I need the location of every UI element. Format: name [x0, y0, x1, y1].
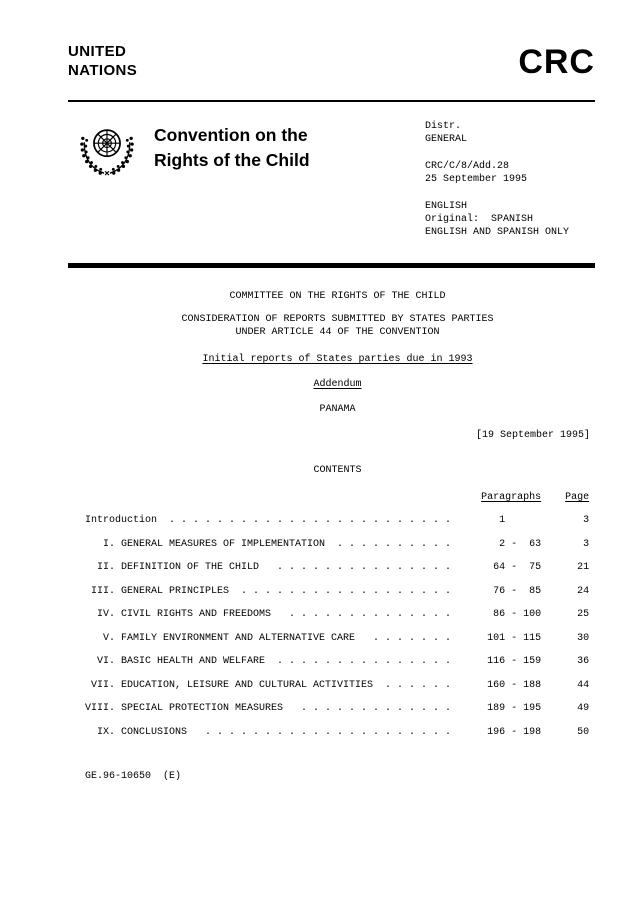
toc-row: VIII. SPECIAL PROTECTION MEASURES . . . . . . . . . . . . . 189 - 195 49 — [85, 703, 590, 714]
un-wordmark-line1: UNITED — [68, 43, 127, 60]
toc-row: III. GENERAL PRINCIPLES . . . . . . . . . . . . . . . . . . 76 - 85 24 — [85, 585, 590, 597]
toc-row: I. GENERAL MEASURES OF IMPLEMENTATION . . . . . . . . . . 2 - 63 3 — [85, 538, 590, 550]
committee-heading: COMMITTEE ON THE RIGHTS OF THE CHILD — [229, 291, 446, 302]
document-series-code: CRC — [518, 43, 595, 81]
consideration-line1: CONSIDERATION OF REPORTS SUBMITTED BY STATES PARTIES — [181, 314, 494, 325]
addendum-line — [85, 378, 590, 391]
consideration-heading — [85, 313, 590, 339]
convention-title-line1: Convention on the — [154, 125, 308, 145]
country-name: PANAMA — [319, 404, 356, 415]
toc-row: II. DEFINITION OF THE CHILD . . . . . . . . . . . . . . . 64 - 75 21 — [85, 562, 590, 573]
contents-columns — [85, 491, 590, 504]
document-info — [425, 120, 595, 253]
toc-row: VII. EDUCATION, LEISURE AND CULTURAL ACTIVITIES . . . . . . 160 - 188 44 — [85, 679, 590, 691]
doc-date: 25 September 1995 — [425, 174, 528, 185]
toc-list — [85, 509, 590, 744]
paragraphs-column-header: Paragraphs — [481, 492, 542, 503]
convention-title-line2: Rights of the Child — [154, 150, 310, 170]
report-title-line — [85, 353, 590, 366]
toc-row: IX. CONCLUSIONS . . . . . . . . . . . . . . . . . . . . . 196 - 198 50 — [85, 726, 590, 738]
consideration-line2: UNDER ARTICLE 44 OF THE CONVENTION — [235, 327, 440, 338]
distr-label: Distr. — [425, 121, 462, 132]
doc-reference-block — [425, 160, 595, 186]
header-rule-thick — [68, 263, 595, 268]
toc-row: V. FAMILY ENVIRONMENT AND ALTERNATIVE CARE . . . . . . . 101 - 115 30 — [85, 632, 590, 644]
toc-row: IV. CIVIL RIGHTS AND FREEDOMS . . . . . . . . . . . . . . 86 - 100 25 — [85, 609, 590, 620]
received-date: [19 September 1995] — [475, 430, 590, 441]
un-wordmark-line2: NATIONS — [68, 62, 138, 79]
addendum-label: Addendum — [313, 379, 362, 390]
contents-heading: CONTENTS — [313, 465, 362, 476]
document-body — [85, 290, 590, 783]
title-block — [68, 102, 595, 263]
toc-row: VI. BASIC HEALTH AND WELFARE . . . . . . . . . . . . . . . 116 - 159 36 — [85, 656, 590, 667]
convention-title — [154, 120, 310, 253]
original-language-line: Original: SPANISH — [425, 214, 534, 225]
language-note-line: ENGLISH AND SPANISH ONLY — [425, 227, 570, 238]
toc-row: Introduction . . . . . . . . . . . . . . . . . . . . . . . . 1 3 — [85, 515, 590, 526]
report-title: Initial reports of States parties due in 1993 — [202, 354, 473, 365]
ge-number: GE.96-10650 (E) — [85, 771, 182, 782]
distr-block — [425, 120, 595, 146]
language-block — [425, 200, 595, 239]
masthead — [68, 42, 595, 80]
un-wordmark — [68, 42, 137, 80]
page-column-header: Page — [565, 492, 590, 503]
doc-symbol: CRC/C/8/Add.28 — [425, 161, 510, 172]
language-line: ENGLISH — [425, 201, 468, 212]
un-emblem-icon — [78, 120, 136, 178]
distr-value: GENERAL — [425, 134, 468, 145]
